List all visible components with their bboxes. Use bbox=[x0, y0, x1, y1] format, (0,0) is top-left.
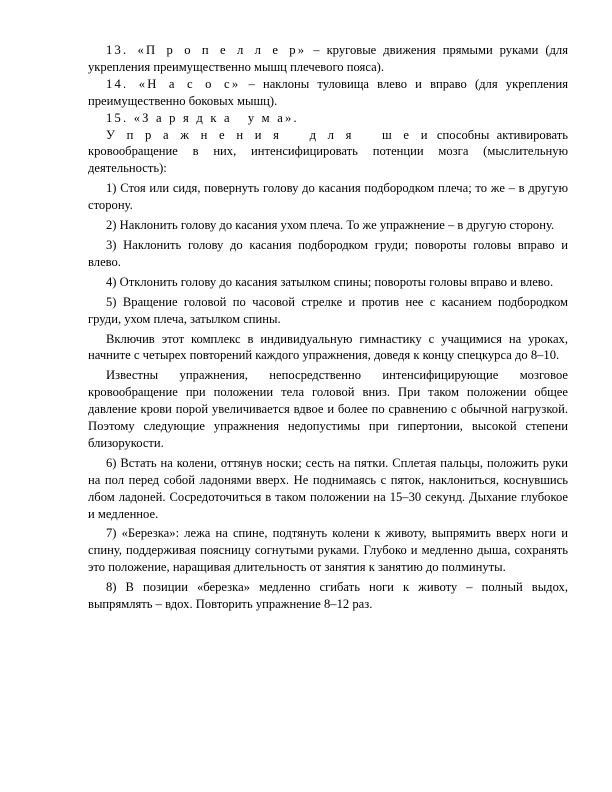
paragraph-neck-intro bbox=[88, 127, 568, 178]
paragraph-nasos bbox=[88, 76, 568, 110]
section-term: У п р а ж н е н и я д л я ш е и bbox=[106, 127, 430, 142]
paragraph-neck-1 bbox=[88, 180, 568, 214]
paragraph-text: Известны упражнения, непосредственно интенсифицирующие мозговое кровообращение при положении тела головой вниз. При таком положении общее давление крови порой увеличивается вдвое и более по сравнению с обычной нагрузкой. Поэтому следующие упражнения недопустимы при гипертонии, высокой степени близорукости. bbox=[88, 368, 568, 450]
paragraph-text: – наклоны туловища влево и вправо (для укрепления преимущественно боковых мышц). bbox=[88, 76, 568, 108]
paragraph-exercise-8 bbox=[88, 579, 568, 613]
paragraph-neck-3 bbox=[88, 237, 568, 271]
paragraph-exercise-6 bbox=[88, 455, 568, 523]
paragraph-text: Включив этот комплекс в индивидуальную гимнастику с учащимися на уроках, начните с четырех повторений каждого упражнения, доведя к концу спецкурса до 8–10. bbox=[88, 331, 568, 363]
paragraph-text: 1) Стоя или сидя, повернуть голову до касания подбородком плеча; то же – в другую сторону. bbox=[88, 181, 568, 213]
paragraph-text: 7) «Березка»: лежа на спине, подтянуть колени к животу, выпрямить вверх ноги и спину, поддерживая поясницу согнутыми руками. Глубоко и медленно дыша, сохранять это положение, наращивая длительность от занятия к занятию до полминуты. bbox=[88, 526, 568, 575]
paragraph-neck-4 bbox=[88, 274, 568, 291]
paragraph-text: 8) В позиции «березка» медленно сгибать ноги к животу – полный выдох, выпрямлять – вдох. Повторить упражнение 8–12 раз. bbox=[88, 580, 568, 612]
paragraph-text: способны активировать кровообращение в них, интенсифицировать потенции мозга (мыслительную деятельность): bbox=[88, 127, 568, 176]
exercise-name: 15. «З а р я д к а у м а». bbox=[106, 110, 299, 125]
paragraph-exercise-7 bbox=[88, 525, 568, 576]
paragraph-text: 3) Наклонить голову до касания подбородком груди; повороты головы вправо и влево. bbox=[88, 237, 568, 269]
paragraph-text: 2) Наклонить голову до касания ухом плеча. То же упражнение – в другую сторону. bbox=[106, 218, 555, 233]
exercise-name: 14. «Н а с о с» bbox=[106, 76, 241, 91]
paragraph-text: – круговые движения прямыми руками (для укрепления преимущественно мышц плечевого пояса). bbox=[88, 43, 568, 74]
paragraph-text: 6) Встать на колени, оттянув носки; сесть на пятки. Сплетая пальцы, положить руки на пол перед собой ладонями вверх. Не поднимаясь с пяток, наклониться, коснувшись лбом ладоней. Сосредоточиться в таком положении на 15–30 секунд. Дыхание глубокое и медленное. bbox=[88, 455, 568, 521]
paragraph-repetitions bbox=[88, 331, 568, 365]
paragraph-head-down-warning bbox=[88, 367, 568, 452]
paragraph-text: 4) Отклонить голову до касания затылком спины; повороты головы вправо и влево. bbox=[106, 274, 554, 289]
paragraph-neck-5 bbox=[88, 294, 568, 328]
document-page bbox=[88, 42, 568, 613]
paragraph-propeller bbox=[88, 42, 568, 76]
paragraph-zaryadka-uma bbox=[88, 110, 568, 127]
exercise-name: 13. «П р о п е л л е р» bbox=[106, 43, 307, 57]
paragraph-text: 5) Вращение головой по часовой стрелке и против нее с касанием подбородком груди, ухом плеча, затылком спины. bbox=[88, 294, 568, 326]
paragraph-neck-2 bbox=[88, 217, 568, 234]
